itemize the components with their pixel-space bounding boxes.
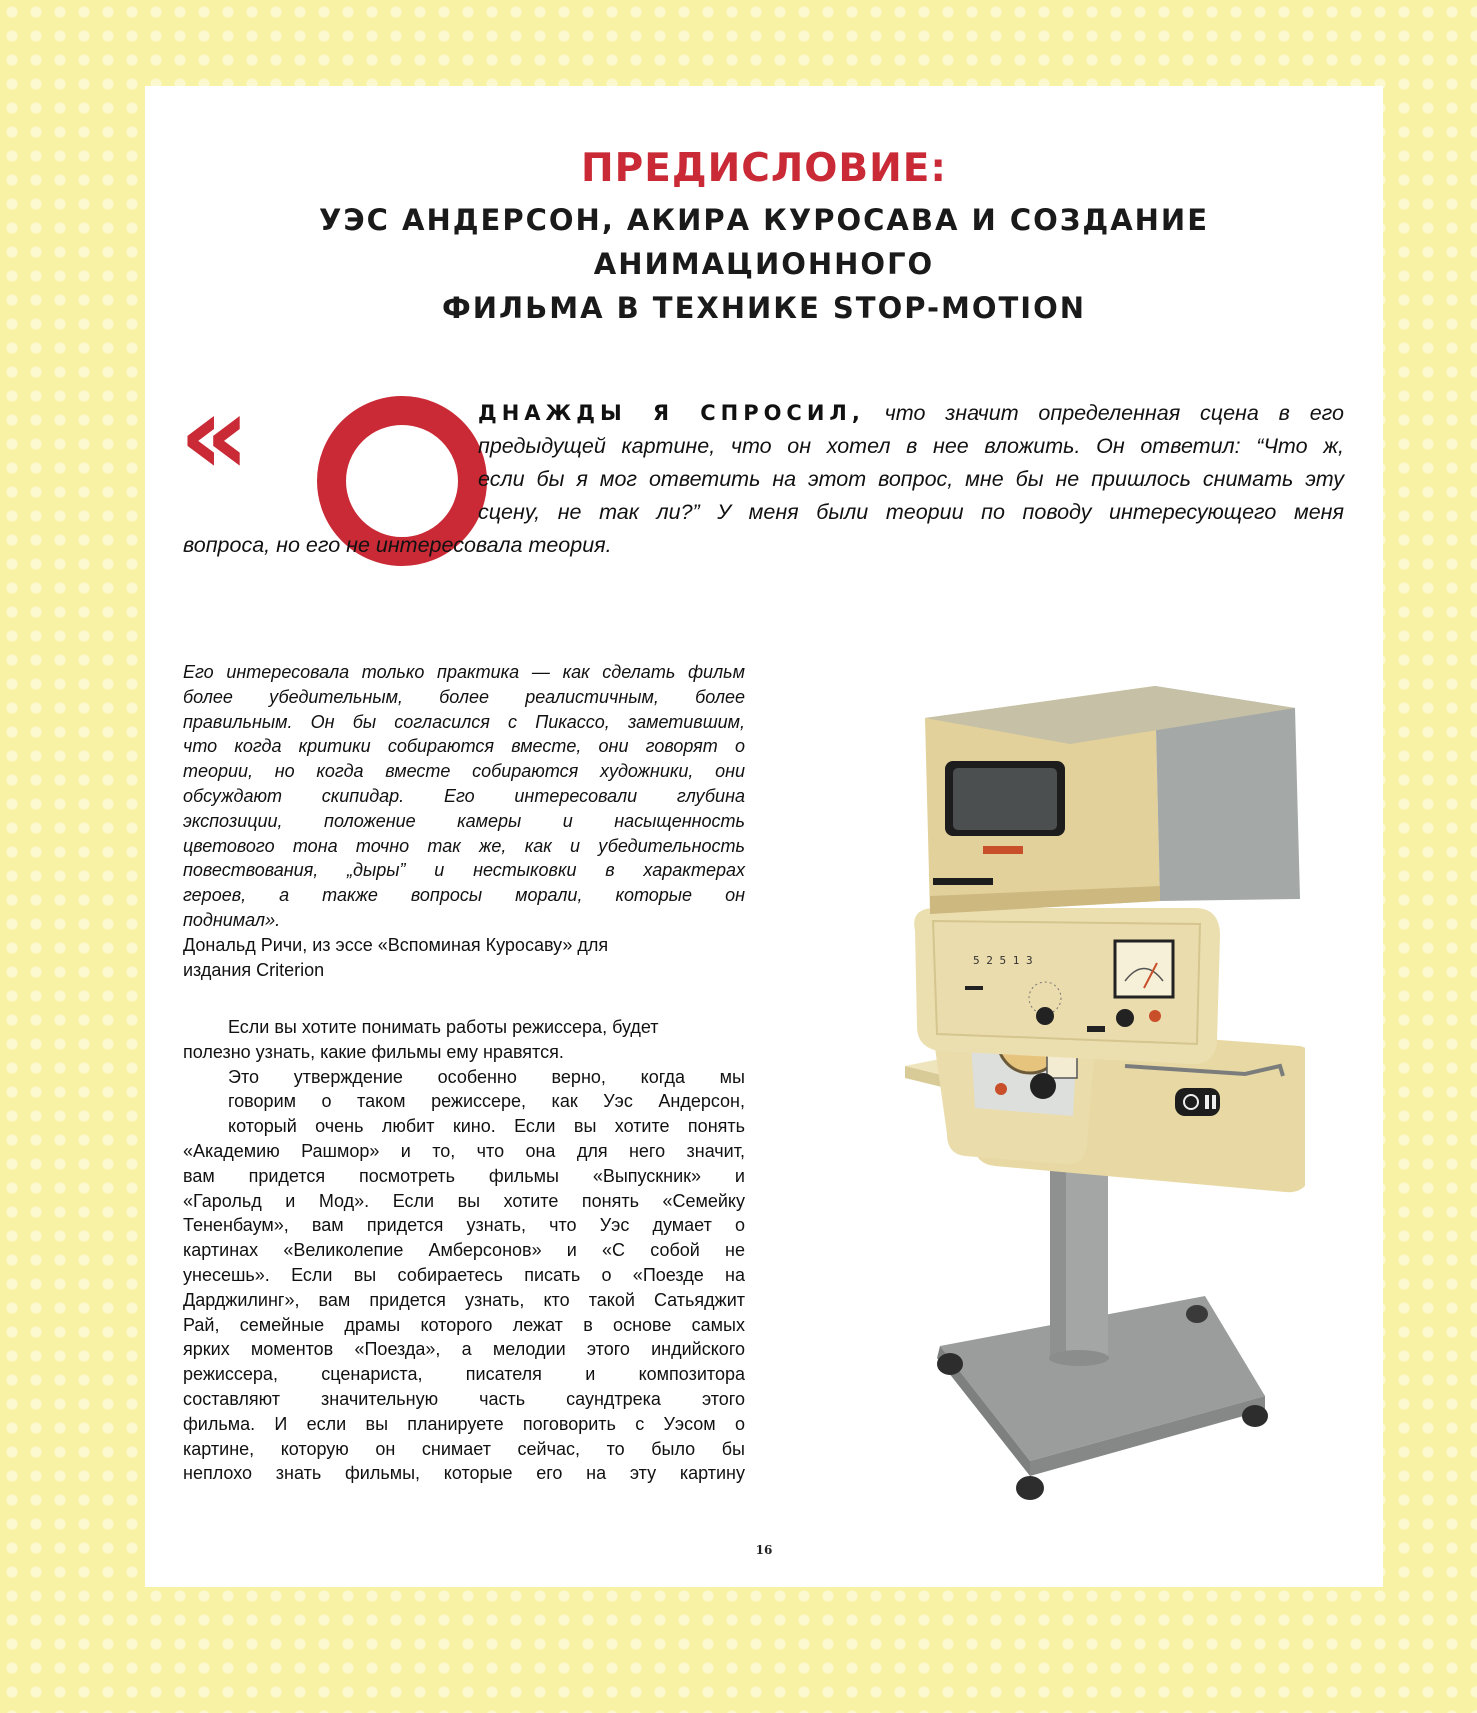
subtitle-line-2: ФИЛЬМА В ТЕХНИКЕ STOP-MOTION [441,291,1087,325]
page-number: 16 [755,1543,773,1557]
body-line: составляют значительную часть саундтрека этого [183,1388,745,1409]
subtitle-line-1: УЭС АНДЕРСОН, АКИРА КУРОСАВА И СОЗДАНИЕ АНИМАЦИОННОГО [318,203,1210,281]
body-line: Рай, семейные драмы которого лежат в основе самых [183,1314,745,1335]
body-line: который очень любит кино. Если вы хотите понять [228,1116,745,1137]
body-line: Если вы хотите понимать работы режиссера, будет [228,1017,659,1037]
body-line: неплохо знать фильмы, которые его на эту картину [183,1463,745,1484]
body-line: «Академию Рашмор» и то, что она для него значит, [183,1140,745,1161]
attribution-line: Дональд Ричи, из эссе «Вспоминая Куросаву» для [183,935,609,955]
intro-line [478,397,1344,430]
epigraph-line: экспозиции, положение камеры и насыщенность [183,810,745,831]
body-line: «Гарольд и Мод». Если вы хотите понять «Семейку [183,1190,745,1211]
page [145,86,1383,1587]
body-line: вам придется посмотреть фильмы «Выпускник» и [183,1165,745,1186]
epigraph-line: Его интересовала только практика — как сделать фильм [183,662,745,682]
stand-pole [1049,1146,1109,1366]
epigraph-line: более убедительным, более реалистичным, более [183,686,745,707]
intro-line: если бы я мог ответить на этот вопрос, мне бы не пришлось снимать эту [478,467,1344,491]
epigraph-line: правильным. Он бы согласился с Пикассо, заметившим, [183,711,745,732]
body-text [183,1015,745,1486]
body-line: картинах «Великолепие Амберсонов» и «С собой не [183,1240,745,1261]
epigraph-line: цветового тона точно так же, как и убедительность [183,835,745,856]
body-line: режиссера, сценариста, писателя и композитора [183,1364,745,1385]
intro-lead-word: ДНАЖДЫ Я СПРОСИЛ, [478,401,865,425]
body-line: ярких моментов «Поезда», а мелодии этого индийского [183,1339,745,1360]
equipment-illustration [825,646,1305,1526]
epigraph-line: поднимал». [183,909,281,930]
epigraph-line: героев, а также вопросы морали, которые он [183,885,745,906]
epigraph-attribution [183,933,745,983]
intro-line: предыдущей картине, что он хотел в нее вложить. Он ответил: “Что ж, [478,434,1344,458]
meter-unit [914,908,1220,1064]
intro-line-text: что значит определенная сцена в его [864,401,1344,425]
body-line: Это утверждение особенно верно, когда мы [228,1066,745,1087]
body-line: фильма. И если вы планируете поговорить с Уэсом о [183,1413,745,1434]
body-line: Дарджилинг», вам придется узнать, кто такой Сатьяджит [183,1289,745,1310]
body-line: картине, которую он снимает сейчас, то было бы [183,1438,745,1459]
intro-line-last: вопроса, но его не интересовала теория. [183,533,612,557]
page-title: ПРЕДИСЛОВИЕ: [580,146,947,191]
meter-digits: 5 2 5 1 3 [973,954,1033,967]
body-line: полезно узнать, какие фильмы ему нравятся. [183,1041,564,1062]
opening-quote-mark: « [179,371,251,499]
epigraph-line: повествования, „дыры” и нестыковки в характерах [183,860,745,881]
intro-paragraph [478,397,1344,529]
epigraph-line: теории, но когда вместе собираются художники, они [183,761,745,782]
body-line: Тененбаум», вам придется узнать, что Уэс думает о [183,1215,745,1236]
attribution-line: издания Criterion [183,959,325,980]
intro-line: сцену, не так ли?” У меня были теории по поводу интересующего меня [478,500,1344,524]
body-line: говорим о таком режиссере, как Уэс Андерсон, [228,1091,745,1112]
page-subtitle [175,198,1353,330]
epigraph-quote [183,660,745,933]
body-line: унесешь». Если вы собираетесь писать о «Поезде на [183,1264,745,1285]
epigraph-line: что когда критики собираются вместе, они говорят о [183,736,745,757]
monitor-unit [925,686,1300,914]
epigraph-line: обсуждают скипидар. Его интересовали глубина [183,785,745,806]
